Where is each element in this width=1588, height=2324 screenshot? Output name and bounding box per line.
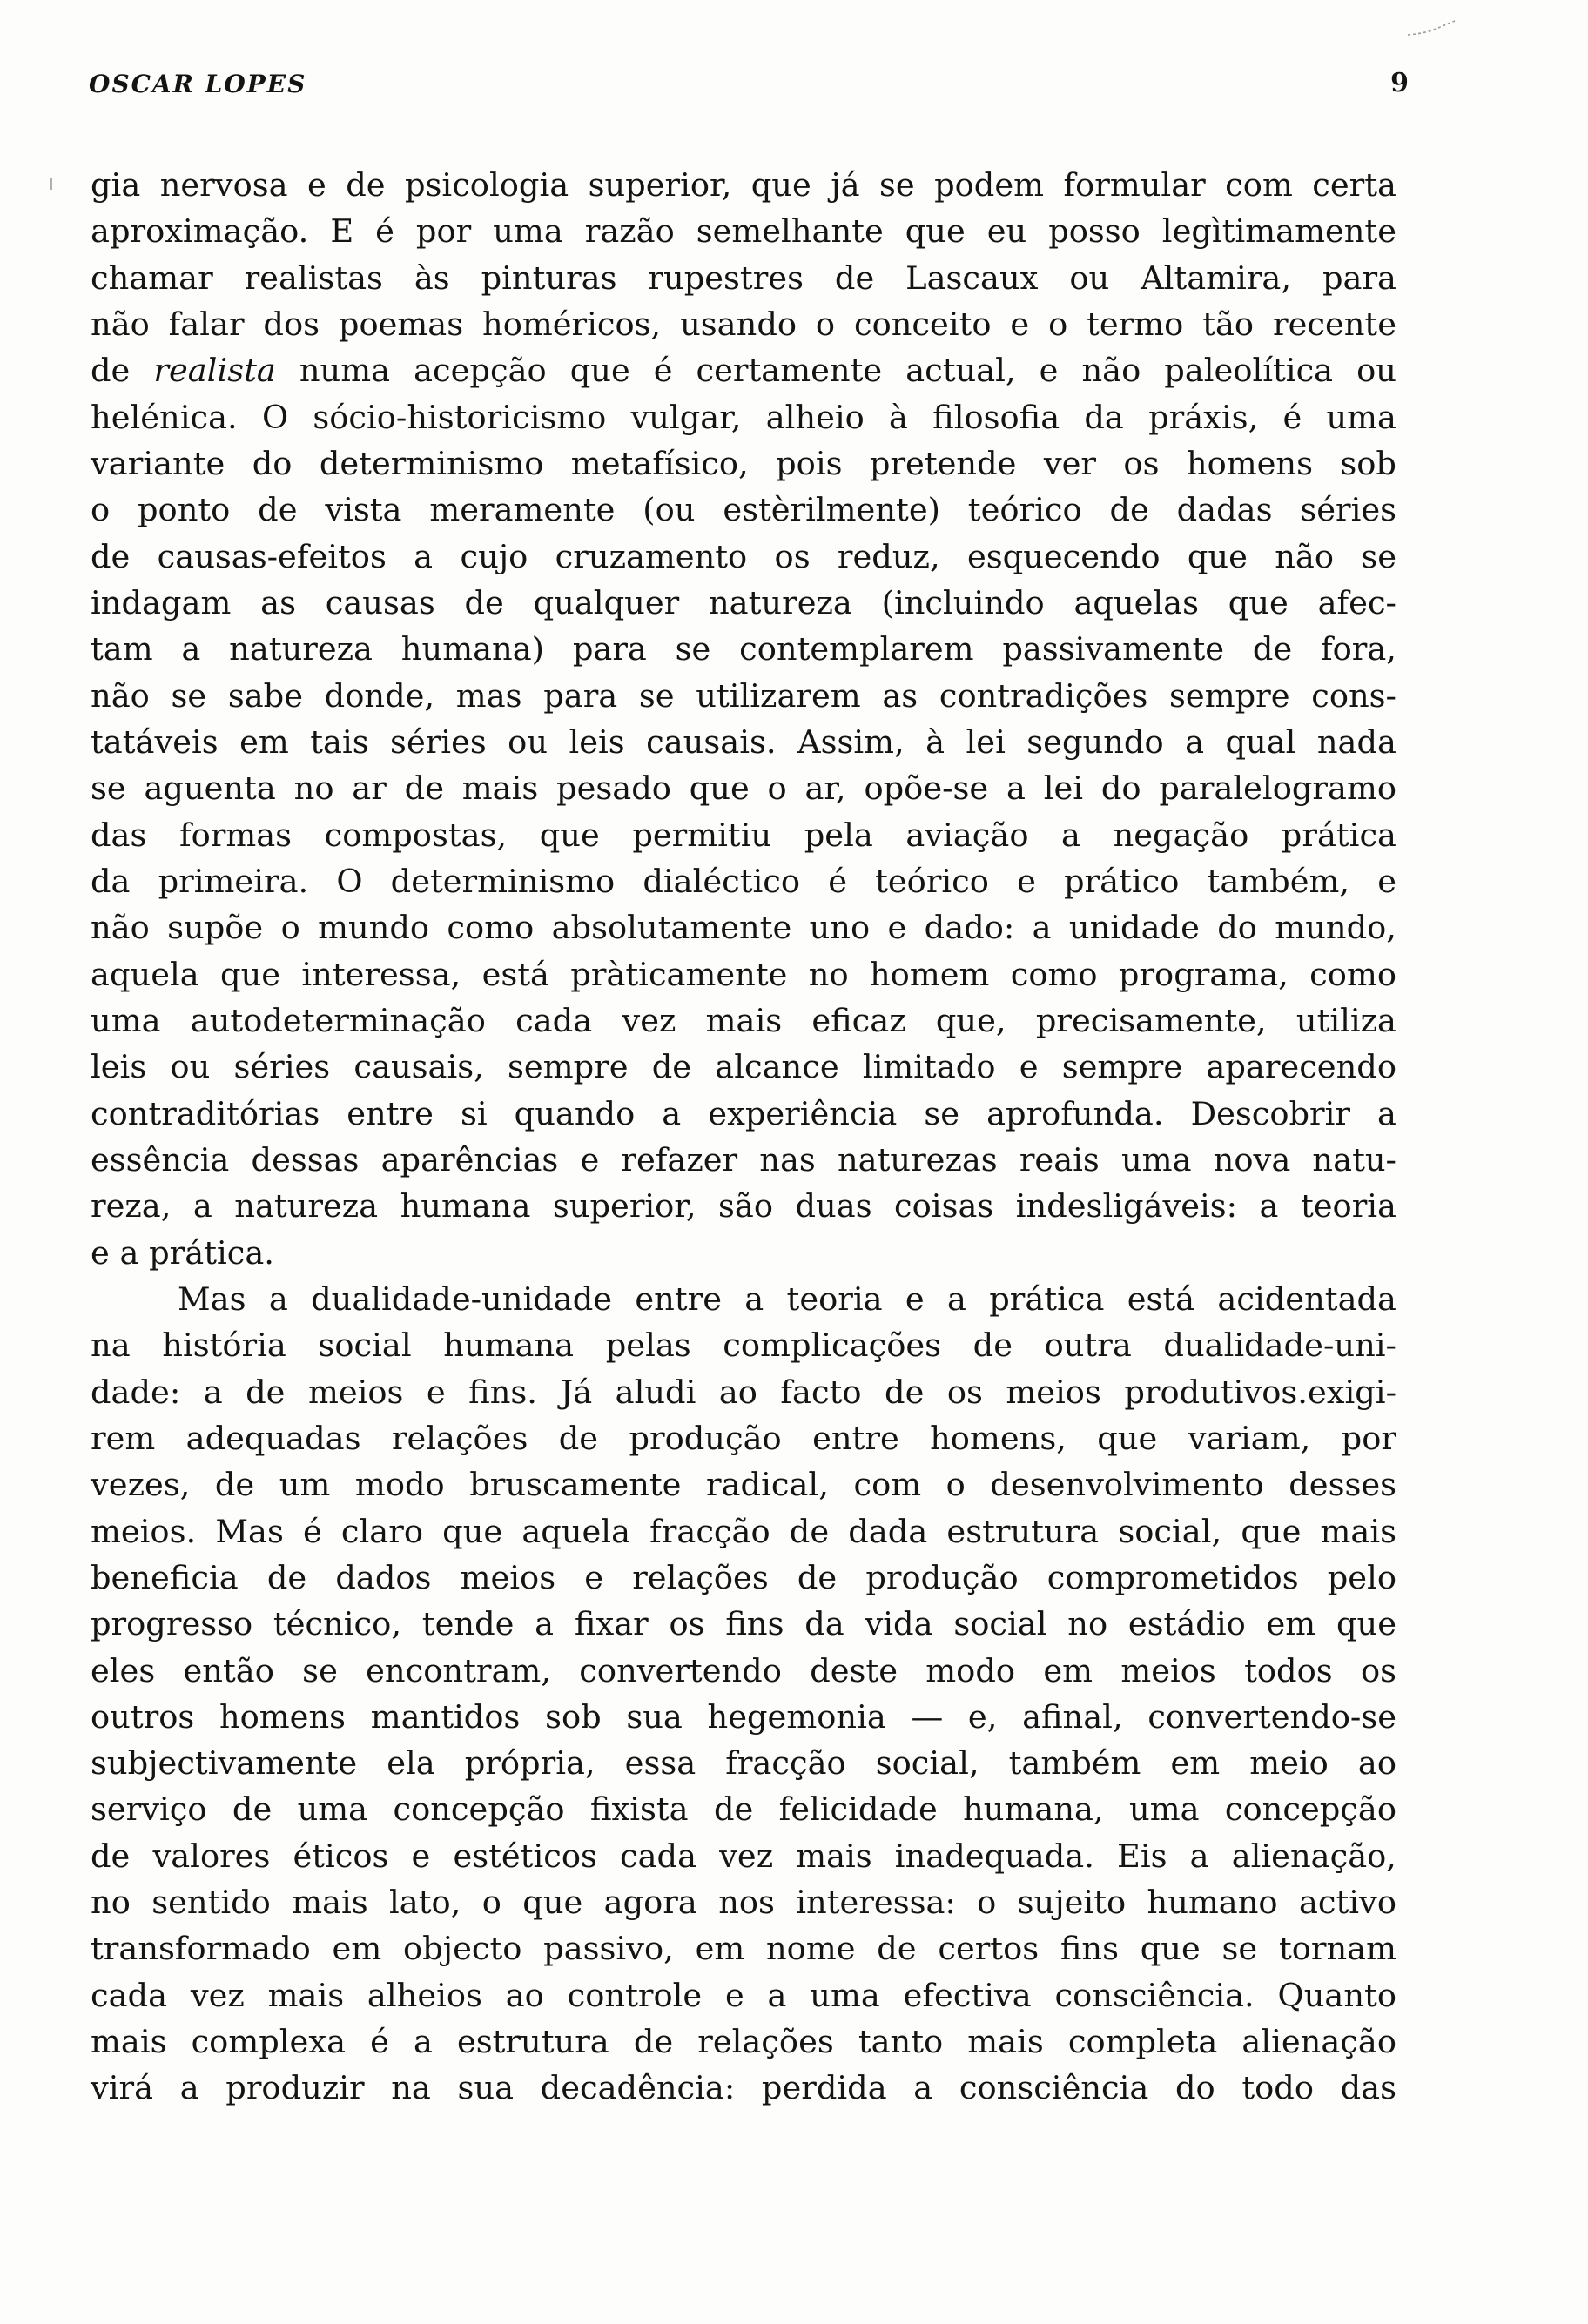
text-line: virá a produzir na sua decadência: perdida a consciência do todo das: [91, 2069, 1396, 2107]
text-line: o ponto de vista meramente (ou estèrilmente) teórico de dadas séries: [91, 491, 1396, 529]
text-line: reza, a natureza humana superior, são duas coisas indesligáveis: a teoria: [91, 1187, 1396, 1226]
text-line: beneficia de dados meios e relações de produção comprometidos pelo: [91, 1558, 1396, 1596]
pencil-mark: [1406, 19, 1457, 38]
text-line: essência dessas aparências e refazer nas naturezas reais uma nova natu-: [91, 1140, 1396, 1179]
text-line: helénica. O sócio-historicismo vulgar, alheio à filosofia da práxis, é uma: [91, 398, 1396, 436]
text-line: se aguenta no ar de mais pesado que o ar, opõe-se a lei do paralelogramo: [91, 769, 1396, 808]
text-line: aproximação. E é por uma razão semelhante que eu posso legìtimamente: [91, 212, 1396, 251]
text-line: meios. Mas é claro que aquela fracção de dada estrutura social, que mais: [91, 1512, 1396, 1550]
text-line: gia nervosa e de psicologia superior, que já se podem formular com certa: [91, 166, 1396, 204]
text-line: de valores éticos e estéticos cada vez mais inadequada. Eis a alienação,: [91, 1837, 1396, 1875]
text-line: subjectivamente ela própria, essa fracção social, também em meio ao: [91, 1744, 1396, 1783]
page-number: 9: [1390, 68, 1409, 98]
text-run: numa acepção que é certamente actual, e não paleolítica ou: [275, 352, 1396, 390]
text-line: não falar dos poemas homéricos, usando o conceito e o termo tão recente: [91, 305, 1396, 343]
text-line: rem adequadas relações de produção entre homens, que variam, por: [91, 1419, 1396, 1457]
text-line: das formas compostas, que permitiu pela aviação a negação prática: [91, 816, 1396, 854]
text-line: dade: a de meios e fins. Já aludi ao facto de os meios produtivos.exigi-: [91, 1373, 1396, 1411]
text-line: de causas-efeitos a cujo cruzamento os reduz, esquecendo que não se: [91, 537, 1396, 575]
text-line: contraditórias entre si quando a experiência se aprofunda. Descobrir a: [91, 1094, 1396, 1132]
text-line: tam a natureza humana) para se contemplarem passivamente de fora,: [91, 630, 1396, 668]
text-line: aquela que interessa, está pràticamente no homem como programa, como: [91, 955, 1396, 993]
text-line: Mas a dualidade-unidade entre a teoria e a prática está acidentada: [178, 1280, 1396, 1318]
text-line: tatáveis em tais séries ou leis causais. Assim, à lei segundo a qual nada: [91, 722, 1396, 761]
text-line: não supõe o mundo como absolutamente uno e dado: a unidade do mundo,: [91, 909, 1396, 947]
text-line: mais complexa é a estrutura de relações tanto mais completa alienação: [91, 2023, 1396, 2061]
text-line: chamar realistas às pinturas rupestres de Lascaux ou Altamira, para: [91, 259, 1396, 297]
text-line: vezes, de um modo bruscamente radical, com o desenvolvimento desses: [91, 1466, 1396, 1504]
text-line: indagam as causas de qualquer natureza (incluindo aquelas que afec-: [91, 583, 1396, 621]
text-line: leis ou séries causais, sempre de alcance limitado e sempre aparecendo: [91, 1048, 1396, 1086]
text-line: progresso técnico, tende a fixar os fins da vida social no estádio em que: [91, 1605, 1396, 1643]
italic-term: realista: [153, 352, 276, 390]
body-text: [91, 162, 1396, 2112]
text-line: uma autodeterminação cada vez mais eficaz que, precisamente, utiliza: [91, 1001, 1396, 1039]
text-line: não se sabe donde, mas para se utilizarem as contradições sempre cons-: [91, 676, 1396, 715]
text-line: na história social humana pelas complicações de outra dualidade-uni-: [91, 1327, 1396, 1365]
running-head: OSCAR LOPES: [89, 70, 307, 98]
text-line: no sentido mais lato, o que agora nos interessa: o sujeito humano activo: [91, 1884, 1396, 1922]
text-line: transformado em objecto passivo, em nome de certos fins que se tornam: [91, 1930, 1396, 1968]
text-line: da primeira. O determinismo dialéctico é teórico e prático também, e: [91, 862, 1396, 900]
text-line: [91, 347, 1396, 393]
text-line: e a prática.: [91, 1233, 274, 1272]
text-line: variante do determinismo metafísico, pois pretende ver os homens sob: [91, 444, 1396, 482]
text-line: cada vez mais alheios ao controle e a uma efectiva consciência. Quanto: [91, 1976, 1396, 2014]
text-line: outros homens mantidos sob sua hegemonia — e, afinal, convertendo-se: [91, 1697, 1396, 1736]
text-run: de: [91, 352, 154, 390]
text-line: serviço de uma concepção fixista de felicidade humana, uma concepção: [91, 1790, 1396, 1829]
page-header: [89, 63, 1409, 115]
text-line: eles então se encontram, convertendo deste modo em meios todos os: [91, 1651, 1396, 1689]
margin-mark: [50, 178, 52, 190]
